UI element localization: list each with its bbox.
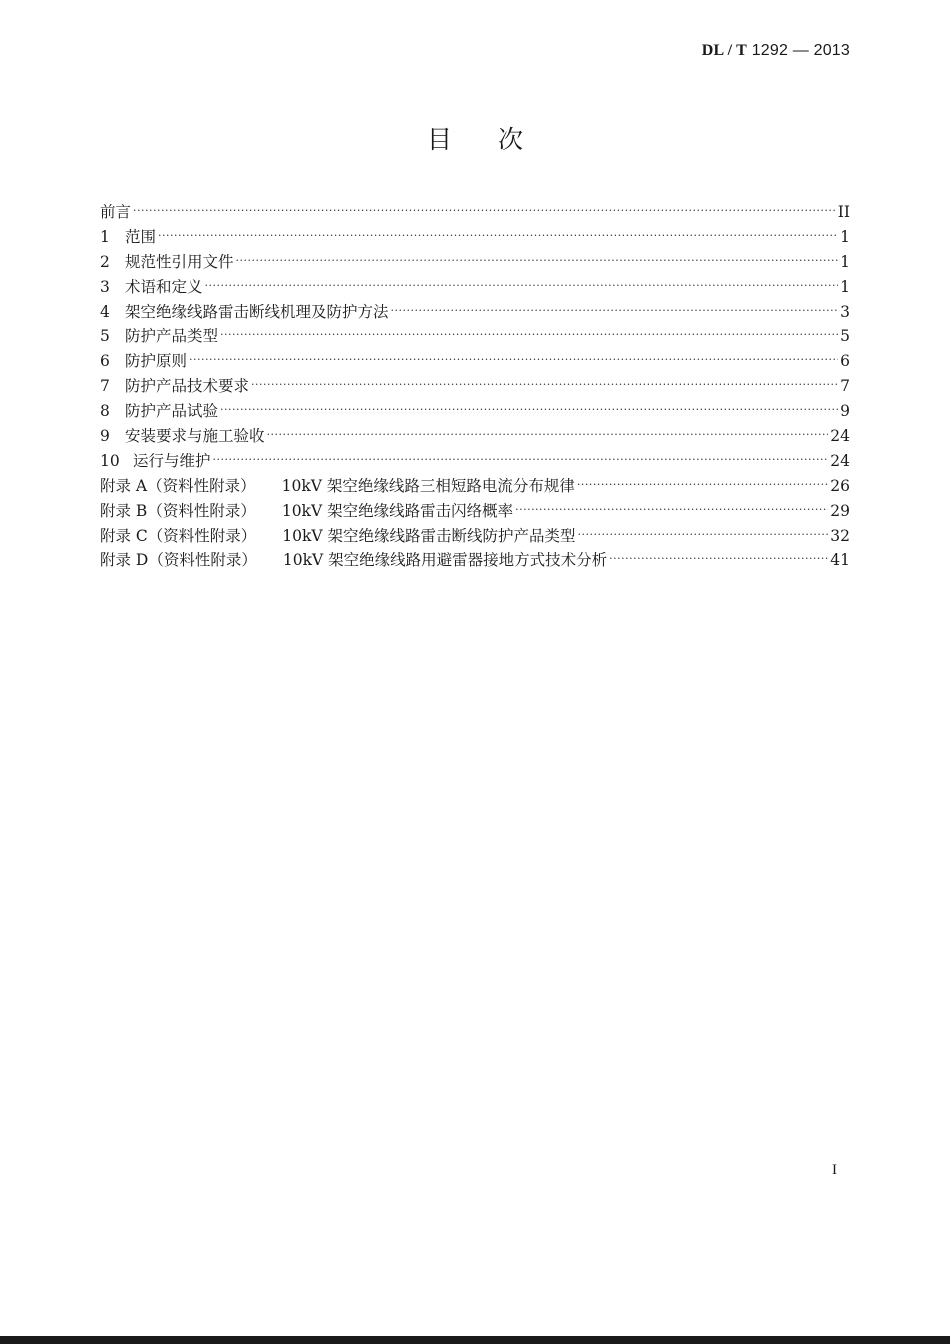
toc-appendix-label — [100, 548, 607, 573]
toc-entry-page: 32 — [830, 526, 850, 545]
toc-leader-dots — [189, 348, 838, 373]
toc-entry-number: 5 — [100, 327, 110, 346]
toc-entry-appendix-c[interactable] — [100, 524, 850, 549]
toc-entry-label: 运行与维护 — [133, 451, 211, 470]
toc-appendix-prefix: 附录 D（资料性附录） — [100, 551, 257, 570]
toc-entry-foreword[interactable] — [100, 200, 850, 225]
toc-entry-number: 4 — [100, 302, 110, 321]
toc-entry-page: 6 — [840, 352, 850, 371]
toc-entry-label: 防护产品试验 — [125, 402, 219, 421]
toc-entry-9[interactable] — [100, 424, 850, 449]
toc-entry-label: 前言 — [100, 203, 132, 221]
toc-entry-appendix-b[interactable] — [100, 499, 850, 524]
toc-entry-label: 范围 — [125, 227, 157, 246]
toc-entry-page: 1 — [840, 227, 850, 246]
toc-entry-number: 6 — [100, 352, 110, 371]
toc-appendix-prefix: 附录 B（资料性附录） — [100, 501, 256, 520]
document-code-prefix: DL / T — [701, 42, 748, 59]
toc-appendix-title: 10kV 架空绝缘线路雷击闪络概率 — [281, 501, 514, 520]
toc-entry-page: 24 — [830, 451, 850, 470]
toc-entry-2[interactable] — [100, 250, 850, 275]
toc-leader-dots — [158, 224, 838, 249]
toc-entry-10[interactable] — [100, 449, 850, 474]
toc-leader-dots — [251, 373, 838, 398]
toc-leader-dots — [220, 398, 838, 423]
toc-entry-page: 9 — [840, 402, 850, 421]
toc-leader-dots — [133, 199, 836, 224]
toc-entry-number: 8 — [100, 402, 110, 421]
toc-entry-label: 术语和定义 — [125, 277, 203, 296]
toc-entry-page: 7 — [840, 377, 850, 396]
toc-entry-page: 1 — [840, 277, 850, 296]
page-number: I — [832, 1162, 837, 1178]
toc-leader-dots — [236, 249, 839, 274]
table-of-contents — [100, 200, 850, 573]
toc-leader-dots — [577, 473, 828, 498]
toc-leader-dots — [515, 498, 828, 523]
toc-entry-appendix-a[interactable] — [100, 474, 850, 499]
toc-entry-1[interactable] — [100, 225, 850, 250]
toc-appendix-title: 10kV 架空绝缘线路雷击断线防护产品类型 — [282, 526, 576, 545]
toc-entry-6[interactable] — [100, 349, 850, 374]
page-bottom-edge — [0, 1336, 950, 1344]
toc-entry-appendix-d[interactable] — [100, 548, 850, 573]
toc-leader-dots — [609, 547, 828, 572]
toc-entry-4[interactable] — [100, 300, 850, 325]
toc-entry-5[interactable] — [100, 324, 850, 349]
document-code-number: 1292 — 2013 — [747, 42, 850, 59]
toc-appendix-prefix: 附录 C（资料性附录） — [100, 526, 257, 545]
toc-appendix-label — [100, 499, 513, 524]
toc-entry-page: 24 — [830, 427, 850, 446]
toc-entry-label: 防护产品类型 — [125, 327, 219, 346]
toc-leader-dots — [213, 448, 829, 473]
toc-appendix-label — [100, 524, 576, 549]
toc-leader-dots — [267, 423, 829, 448]
toc-appendix-prefix: 附录 A（资料性附录） — [100, 476, 256, 495]
toc-appendix-title: 10kV 架空绝缘线路用避雷器接地方式技术分析 — [282, 551, 608, 570]
toc-entry-page: 41 — [830, 551, 850, 570]
toc-appendix-title: 10kV 架空绝缘线路三相短路电流分布规律 — [281, 476, 575, 495]
toc-entry-number: 1 — [100, 227, 110, 246]
toc-entry-label: 架空绝缘线路雷击断线机理及防护方法 — [125, 302, 389, 321]
toc-entry-7[interactable] — [100, 374, 850, 399]
toc-entry-page: 1 — [840, 252, 850, 271]
toc-entry-label: 安装要求与施工验收 — [125, 427, 265, 446]
toc-leader-dots — [391, 299, 839, 324]
toc-leader-dots — [205, 274, 839, 299]
toc-entry-3[interactable] — [100, 275, 850, 300]
toc-entry-number: 7 — [100, 377, 110, 396]
toc-entry-page: 5 — [840, 327, 850, 346]
document-code — [702, 42, 850, 60]
toc-entry-number: 10 — [100, 451, 120, 470]
toc-entry-8[interactable] — [100, 399, 850, 424]
toc-entry-page: 26 — [830, 476, 850, 495]
toc-entry-label: 防护原则 — [125, 352, 188, 371]
toc-entry-page: II — [837, 203, 850, 221]
toc-entry-number: 3 — [100, 277, 110, 296]
page-title: 目次 — [426, 125, 569, 154]
toc-entry-label: 规范性引用文件 — [125, 252, 234, 271]
toc-entry-label: 防护产品技术要求 — [125, 377, 250, 396]
toc-entry-number: 2 — [100, 252, 110, 271]
toc-entry-page: 29 — [830, 501, 850, 520]
toc-entry-page: 3 — [840, 302, 850, 321]
toc-entry-number: 9 — [100, 427, 110, 446]
toc-leader-dots — [578, 523, 829, 548]
toc-appendix-label — [100, 474, 575, 499]
toc-leader-dots — [220, 323, 838, 348]
